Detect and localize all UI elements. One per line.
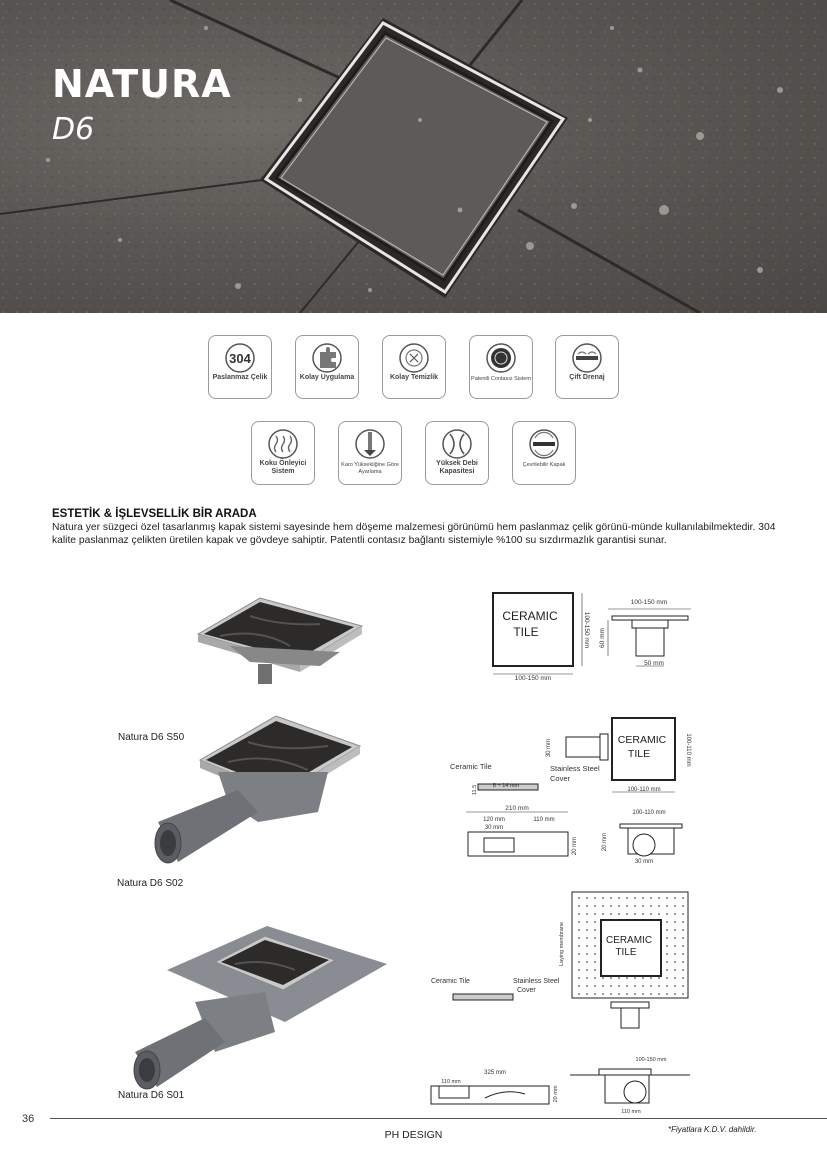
tile-label: TILE	[627, 748, 651, 760]
feature-label: Çift Drenaj	[569, 374, 605, 381]
feature-label: Çevrilebilir Kapak	[522, 462, 566, 468]
feature-label: Paslanmaz Çelik	[212, 374, 268, 381]
seal-icon	[470, 340, 532, 374]
product-label-s01: Natura D6 S01	[118, 1090, 185, 1101]
tile-label: TILE	[513, 625, 539, 639]
height-adjust-icon	[339, 426, 401, 460]
vat-note: *Fiyatlara K.D.V. dahildir.	[668, 1125, 757, 1134]
technical-drawing-s50	[486, 588, 701, 684]
dimension-label: 100-110 mm	[685, 733, 691, 767]
tile-label: CERAMIC	[502, 609, 558, 623]
hero-banner	[0, 0, 827, 313]
cleaning-icon	[383, 340, 445, 374]
callout-label: Cover	[517, 987, 536, 994]
feature-easy-install	[295, 335, 359, 399]
product-label-s02: Natura D6 S02	[117, 878, 184, 889]
dimension-label: 210 mm	[505, 805, 529, 812]
reversible-cover-icon	[513, 426, 575, 460]
dimension-label: 20 mm	[572, 836, 578, 856]
callout-label: Laying membrane	[559, 921, 565, 967]
dimension-label: 100-150 mm	[514, 675, 552, 682]
page-number: 36	[22, 1113, 35, 1125]
product-image-s50	[190, 596, 370, 691]
badge-number: 304	[229, 351, 251, 366]
dimension-label: 60 mm	[599, 628, 606, 648]
feature-patented-seal	[469, 335, 533, 399]
technical-drawing-s02	[444, 712, 694, 867]
feature-label: Karo Yüksekliğine Göre Ayarlama	[341, 462, 399, 475]
dimension-label: 30 mm	[484, 825, 504, 831]
dimension-label: 30 mm	[546, 738, 552, 758]
technical-drawing-s01	[425, 888, 695, 1116]
dimension-label: 110 mm	[441, 1079, 461, 1085]
dimension-label: 100-150 mm	[583, 611, 590, 649]
feature-height-adjust	[338, 421, 402, 485]
callout-label: Ceramic Tile	[431, 978, 470, 985]
section-title: ESTETİK & İŞLEVSELLİK BİR ARADA	[52, 508, 257, 520]
dimension-label: 20 mm	[553, 1085, 559, 1103]
hero-floor-drain-photo	[0, 0, 827, 313]
304-badge-icon	[209, 340, 271, 374]
tile-label: CERAMIC	[605, 935, 653, 946]
feature-label: Patentli Contasız Sistem	[471, 376, 531, 382]
puzzle-hand-icon	[296, 340, 358, 374]
dimension-label: 50 mm	[644, 660, 664, 667]
dimension-label: 325 mm	[484, 1070, 506, 1076]
product-image-s01	[125, 922, 390, 1097]
dimension-label: 100-110 mm	[632, 810, 666, 816]
dual-drain-icon	[556, 340, 618, 374]
product-model: D6	[52, 112, 95, 147]
feature-label: Koku Önleyici Sistem	[259, 460, 307, 475]
brand-name: PH DESIGN	[384, 1129, 443, 1141]
footer-divider	[50, 1118, 827, 1119]
callout-label: Ceramic Tile	[450, 762, 492, 771]
feature-label: Yüksek Debi Kapasitesi	[436, 460, 478, 475]
feature-label: Kolay Uygulama	[299, 374, 355, 381]
dimension-label: 20 mm	[602, 832, 608, 852]
dimension-label: 120 mm	[483, 817, 505, 823]
feature-odor-block	[251, 421, 315, 485]
feature-reversible-cover	[512, 421, 576, 485]
section-body: Natura yer süzgeci özel tasarlanmış kapak sistemi sayesinde hem döşeme malzemesi görünümü hem paslanmaz çelik görünü-münde kullanılabilmektedir. 304 kalite paslanmaz çelikten üretilen kapak ve gövdeye sahiptir. Patentli contasız bağlantı sistemiyle %100 su sızdırmazlık garantisi sunar.	[52, 522, 776, 546]
feature-high-flow	[425, 421, 489, 485]
feature-easy-clean	[382, 335, 446, 399]
feature-stainless-steel	[208, 335, 272, 399]
product-label-s50: Natura D6 S50	[118, 732, 185, 743]
dimension-label: 100-150 mm	[630, 599, 668, 606]
high-flow-icon	[426, 426, 488, 460]
product-title: NATURA	[52, 62, 232, 106]
callout-label: Cover	[550, 774, 571, 783]
feature-dual-drain	[555, 335, 619, 399]
callout-label: Stainless Steel	[513, 978, 560, 985]
dimension-label: 110 mm	[533, 817, 555, 823]
dimension-label: 8 ~ 14 mm	[492, 783, 520, 789]
callout-label: Stainless Steel	[550, 764, 600, 773]
feature-label: Kolay Temizlik	[389, 374, 439, 381]
dimension-label: 100-110 mm	[627, 787, 661, 793]
tile-label: TILE	[615, 947, 637, 958]
tile-label: CERAMIC	[617, 734, 667, 746]
dimension-label: 100-150 mm	[635, 1057, 667, 1063]
dimension-label: 11.5	[472, 784, 478, 796]
dimension-label: 110 mm	[621, 1109, 641, 1115]
dimension-label: 30 mm	[634, 859, 654, 865]
odor-block-icon	[252, 426, 314, 460]
